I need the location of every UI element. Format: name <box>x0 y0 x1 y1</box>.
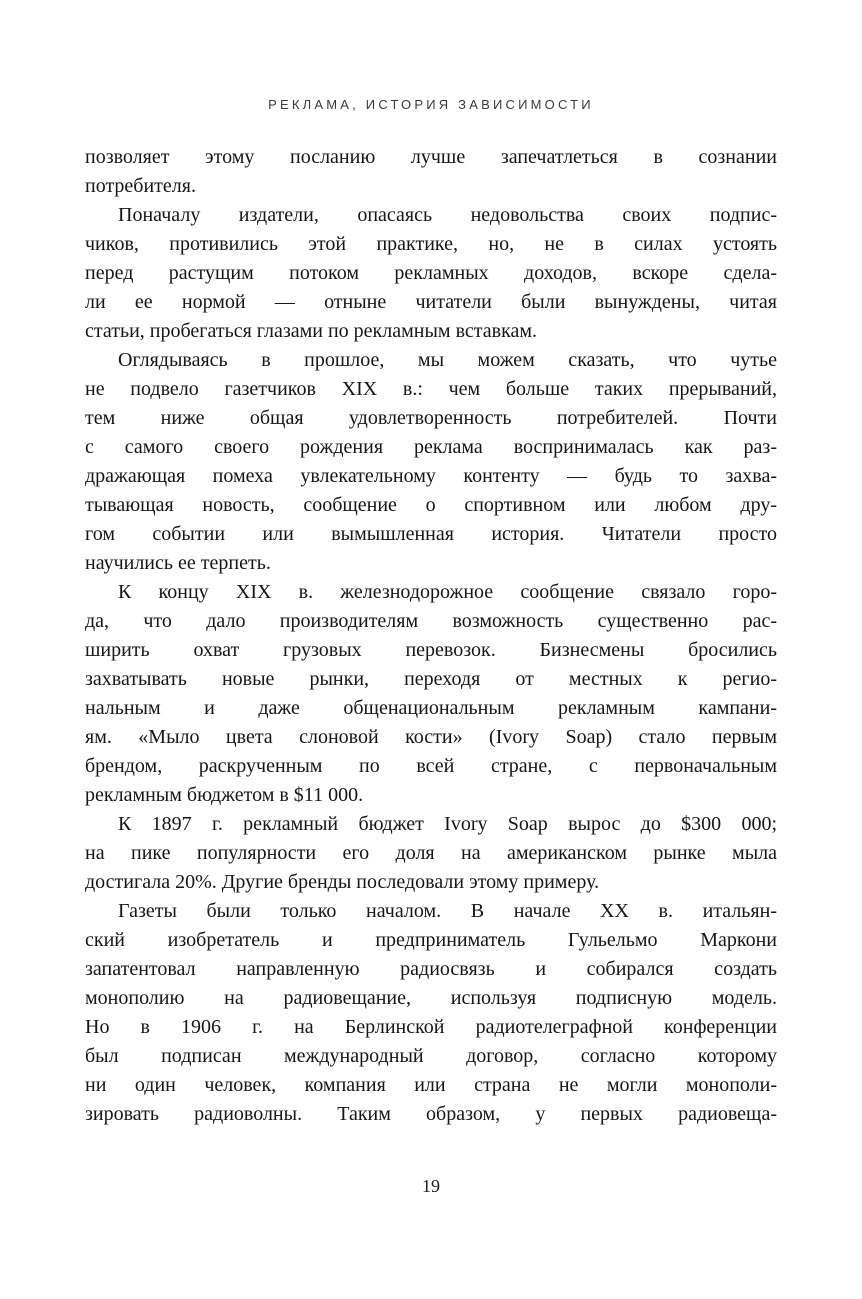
paragraph <box>85 201 777 346</box>
paragraph <box>85 810 777 897</box>
text-line: брендом, раскрученным по всей стране, с первоначальным <box>85 755 777 777</box>
text-block <box>85 143 777 1129</box>
text-line: захватывать новые рынки, переходя от местных к регио- <box>85 668 777 690</box>
text-line: Но в 1906 г. на Берлинской радиотелеграфной конференции <box>85 1016 777 1038</box>
text-line: дражающая помеха увлекательному контенту — будь то захва- <box>85 465 777 487</box>
text-line: монополию на радиовещание, используя подписную модель. <box>85 987 777 1009</box>
text-line: тывающая новость, сообщение о спортивном или любом дру- <box>85 494 777 516</box>
text-line: статьи, пробегаться глазами по рекламным вставкам. <box>85 320 538 342</box>
text-line: ни один человек, компания или страна не могли монополи- <box>85 1074 777 1096</box>
text-line: не подвело газетчиков XIX в.: чем больше таких прерываний, <box>85 378 777 400</box>
text-line: ям. «Мыло цвета слоновой кости» (Ivory Soap) стало первым <box>85 726 777 748</box>
text-line: да, что дало производителям возможность существенно рас- <box>85 610 777 632</box>
paragraph <box>85 143 777 201</box>
text-line: гом событии или вымышленная история. Читатели просто <box>85 523 777 545</box>
text-line: ли ее нормой — отныне читатели были вынуждены, читая <box>85 291 777 313</box>
text-line: К концу XIX в. железнодорожное сообщение связало горо- <box>118 581 777 603</box>
text-line: достигала 20%. Другие бренды последовали этому примеру. <box>85 871 600 893</box>
text-line: Газеты были только началом. В начале XX в. итальян- <box>118 900 777 922</box>
text-line: нальным и даже общенациональным рекламным кампани- <box>85 697 777 719</box>
text-line: зировать радиоволны. Таким образом, у первых радиовеща- <box>85 1103 777 1125</box>
text-line: позволяет этому посланию лучше запечатлеться в сознании <box>85 146 777 168</box>
text-line: научились ее терпеть. <box>85 552 271 574</box>
text-line: Оглядываясь в прошлое, мы можем сказать, что чутье <box>118 349 777 371</box>
paragraph <box>85 897 777 1129</box>
text-line: был подписан международный договор, согласно которому <box>85 1045 777 1067</box>
text-line: ский изобретатель и предприниматель Гульельмо Маркони <box>85 929 777 951</box>
paragraph <box>85 346 777 578</box>
text-line: тем ниже общая удовлетворенность потребителей. Почти <box>85 407 777 429</box>
paragraph <box>85 578 777 810</box>
text-line: с самого своего рождения реклама воспринималась как раз- <box>85 436 777 458</box>
page-number: 19 <box>422 1176 440 1196</box>
text-line: рекламным бюджетом в $11 000. <box>85 784 364 806</box>
text-line: ширить охват грузовых перевозок. Бизнесмены бросились <box>85 639 777 661</box>
text-line: К 1897 г. рекламный бюджет Ivory Soap вырос до $300 000; <box>118 813 777 835</box>
text-line: чиков, противились этой практике, но, не в силах устоять <box>85 233 777 255</box>
running-header: РЕКЛАМА, ИСТОРИЯ ЗАВИСИМОСТИ <box>268 97 594 112</box>
text-line: перед растущим потоком рекламных доходов, вскоре сдела- <box>85 262 777 284</box>
text-line: Поначалу издатели, опасаясь недовольства своих подпис- <box>118 204 777 226</box>
text-line: запатентовал направленную радиосвязь и собирался создать <box>85 958 777 980</box>
text-line: потребителя. <box>85 175 196 197</box>
text-line: на пике популярности его доля на американском рынке мыла <box>85 842 777 864</box>
